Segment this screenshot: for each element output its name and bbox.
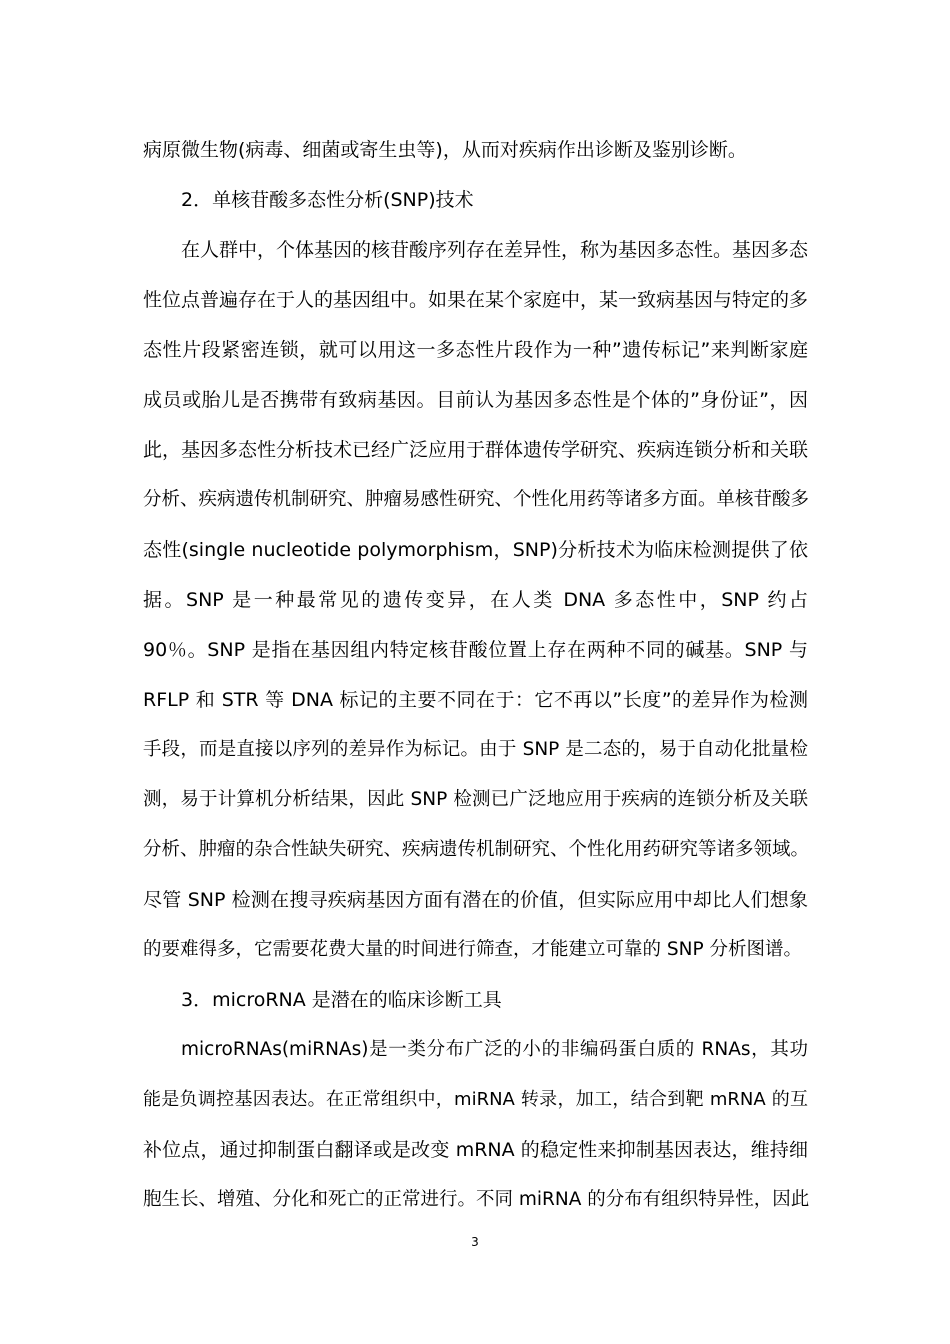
paragraph-line: 成员或胎儿是否携带有致病基因。目前认为基因多态性是个体的”身份证”，因 bbox=[143, 389, 808, 411]
paragraph-line: 态性(single nucleotide polymorphism，SNP)分析技术为临床检测提供了依 bbox=[143, 539, 808, 561]
paragraph-line: 尽管 SNP 检测在搜寻疾病基因方面有潜在的价值，但实际应用中却比人们想象 bbox=[143, 889, 808, 911]
paragraph-line: 能是负调控基因表达。在正常组织中，miRNA 转录，加工，结合到靶 mRNA 的互 bbox=[143, 1089, 808, 1110]
paragraph-line: microRNAs(miRNAs)是一类分布广泛的小的非编码蛋白质的 RNAs，其功 bbox=[181, 1039, 808, 1060]
paragraph-line: 此，基因多态性分析技术已经广泛应用于群体遗传学研究、疾病连锁分析和关联 bbox=[143, 439, 809, 461]
paragraph-line: 胞生长、增殖、分化和死亡的正常进行。不同 miRNA 的分布有组织特异性，因此 bbox=[143, 1189, 810, 1210]
paragraph-line: 分析、肿瘤的杂合性缺失研究、疾病遗传机制研究、个性化用药研究等诸多领域。 bbox=[143, 839, 810, 860]
page-number: 3 bbox=[471, 1235, 479, 1249]
paragraph-line: 90％。SNP 是指在基因组内特定核苷酸位置上存在两种不同的碱基。SNP 与 bbox=[143, 639, 808, 661]
paragraph-line: 补位点，通过抑制蛋白翻译或是改变 mRNA 的稳定性来抑制基因表达，维持细 bbox=[143, 1139, 808, 1161]
section-heading-snp: 2．单核苷酸多态性分析(SNP)技术 bbox=[181, 189, 474, 211]
paragraph-line: 病原微生物(病毒、细菌或寄生虫等)，从而对疾病作出诊断及鉴别诊断。 bbox=[143, 139, 747, 161]
paragraph-line: RFLP 和 STR 等 DNA 标记的主要不同在于：它不再以”长度”的差异作为检测 bbox=[143, 689, 808, 711]
paragraph-line: 性位点普遍存在于人的基因组中。如果在某个家庭中，某一致病基因与特定的多 bbox=[143, 289, 809, 311]
paragraph-line: 的要难得多，它需要花费大量的时间进行筛查，才能建立可靠的 SNP 分析图谱。 bbox=[143, 939, 803, 960]
section-heading-microrna: 3．microRNA 是潜在的临床诊断工具 bbox=[181, 989, 502, 1011]
paragraph-line: 在人群中，个体基因的核苷酸序列存在差异性，称为基因多态性。基因多态 bbox=[181, 239, 809, 261]
paragraph-line: 分析、疾病遗传机制研究、肿瘤易感性研究、个性化用药等诸多方面。单核苷酸多 bbox=[143, 489, 810, 510]
paragraph-line: 手段，而是直接以序列的差异作为标记。由于 SNP 是二态的，易于自动化批量检 bbox=[143, 739, 808, 760]
paragraph-line: 测，易于计算机分析结果，因此 SNP 检测已广泛地应用于疾病的连锁分析及关联 bbox=[143, 789, 808, 810]
paragraph-line: 据。SNP 是一种最常见的遗传变异，在人类 DNA 多态性中，SNP 约占 bbox=[143, 589, 808, 611]
paragraph-line: 态性片段紧密连锁，就可以用这一多态性片段作为一种”遗传标记”来判断家庭 bbox=[143, 339, 808, 361]
